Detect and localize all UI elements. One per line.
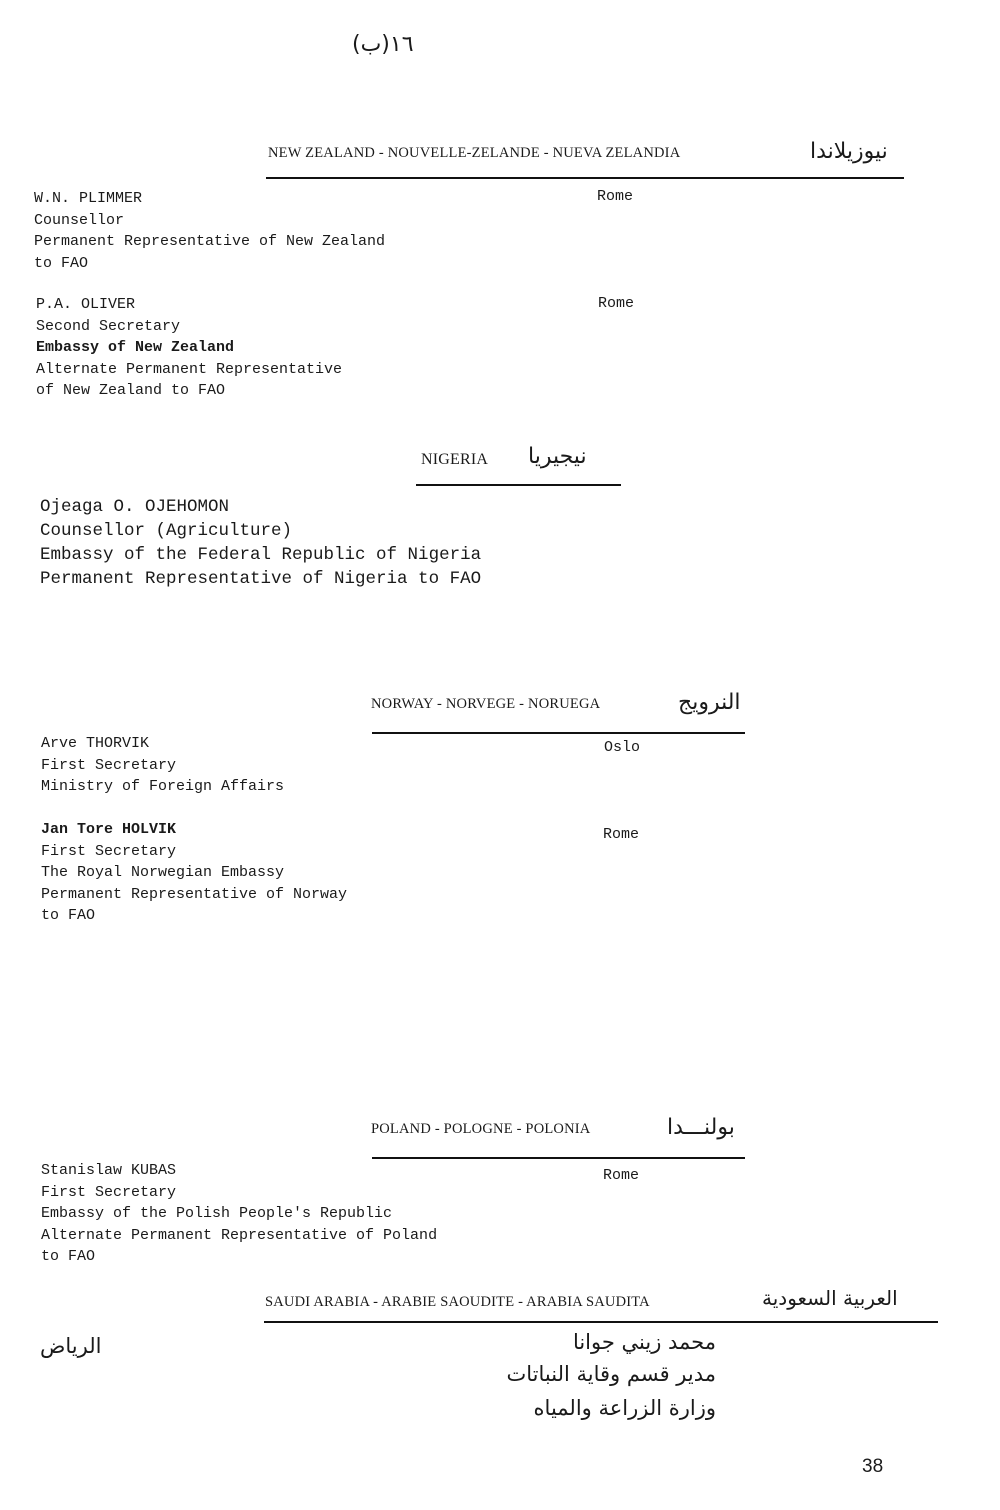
entry-line: The Royal Norwegian Embassy <box>41 864 285 881</box>
entry-name: Arve THORVIK <box>41 735 150 752</box>
entry-city: Rome <box>603 826 640 843</box>
entry-ar-ministry: وزارة الزراعة والمياه <box>533 1396 716 1420</box>
entry-line: Embassy of the Federal Republic of Nigeria <box>40 545 482 565</box>
section-rule-norway <box>372 732 745 734</box>
section-rule-nigeria <box>416 484 621 486</box>
entry-ojehomon <box>40 495 481 591</box>
entry-line: First Secretary <box>41 756 177 774</box>
section-heading-poland: POLAND - POLOGNE - POLONIA <box>371 1121 591 1137</box>
section-rule-new-zealand <box>266 177 904 179</box>
entry-line: Permanent Representative of Norway <box>41 885 348 903</box>
entry-name: P.A. OLIVER <box>36 296 136 313</box>
page-marker: ١٦(ب) <box>352 32 414 57</box>
section-rule-poland <box>372 1157 745 1159</box>
entry-plimmer <box>34 188 385 274</box>
entry-name: Ojeaga O. OJEHOMON <box>40 497 230 517</box>
section-heading-nigeria: NIGERIA <box>421 451 489 468</box>
entry-line: of New Zealand to FAO <box>36 382 226 399</box>
entry-name: W.N. PLIMMER <box>34 190 143 207</box>
section-heading-ar-norway: النرويج <box>678 690 741 715</box>
entry-line: First Secretary <box>41 1183 177 1201</box>
entry-line: Ministry of Foreign Affairs <box>41 778 285 795</box>
entry-name: Jan Tore HOLVIK <box>41 821 177 838</box>
entry-city: Rome <box>597 188 634 205</box>
section-heading-ar-poland: بولنـــدا <box>667 1115 735 1140</box>
entry-city-ar: الرياض <box>40 1334 102 1358</box>
entry-line: Permanent Representative of Nigeria to FAO <box>40 569 482 589</box>
entry-line: to FAO <box>41 907 96 924</box>
entry-city: Rome <box>598 295 635 312</box>
entry-line: Counsellor (Agriculture) <box>40 521 293 541</box>
entry-line: Counsellor <box>34 211 125 229</box>
entry-city: Oslo <box>604 739 641 756</box>
entry-line: Second Secretary <box>36 317 181 335</box>
section-heading-ar-new-zealand: نيوزيلاندا <box>810 139 888 164</box>
entry-line: Alternate Permanent Representative of Poland <box>41 1226 438 1244</box>
entry-thorvik <box>41 733 284 798</box>
entry-line: Alternate Permanent Representative <box>36 360 343 378</box>
entry-line: Permanent Representative of New Zealand <box>34 233 386 250</box>
section-rule-saudi-arabia <box>264 1321 938 1323</box>
page-number: 38 <box>862 1456 884 1477</box>
entry-kubas <box>41 1160 437 1268</box>
section-heading-new-zealand: NEW ZEALAND - NOUVELLE-ZELANDE - NUEVA ZELANDIA <box>268 145 681 161</box>
entry-ar-title: مدير قسم وقاية النباتات <box>506 1362 716 1386</box>
section-heading-norway: NORWAY - NORVEGE - NORUEGA <box>371 696 601 712</box>
entry-line: Embassy of New Zealand <box>36 339 235 356</box>
entry-oliver <box>36 294 342 402</box>
entry-line: to FAO <box>34 254 89 272</box>
section-heading-ar-nigeria: نيجيريا <box>528 444 587 469</box>
entry-line: to FAO <box>41 1248 96 1265</box>
section-heading-ar-saudi-arabia: العربية السعودية <box>762 1286 898 1310</box>
entry-line: First Secretary <box>41 842 177 860</box>
entry-city: Rome <box>603 1167 640 1184</box>
entry-ar-name: محمد زيني جوانا <box>572 1330 716 1354</box>
entry-holvik <box>41 819 347 927</box>
section-heading-saudi-arabia: SAUDI ARABIA - ARABIE SAOUDITE - ARABIA SAUDITA <box>265 1294 650 1310</box>
entry-line: Embassy of the Polish People's Republic <box>41 1205 393 1222</box>
entry-name: Stanislaw KUBAS <box>41 1162 177 1179</box>
